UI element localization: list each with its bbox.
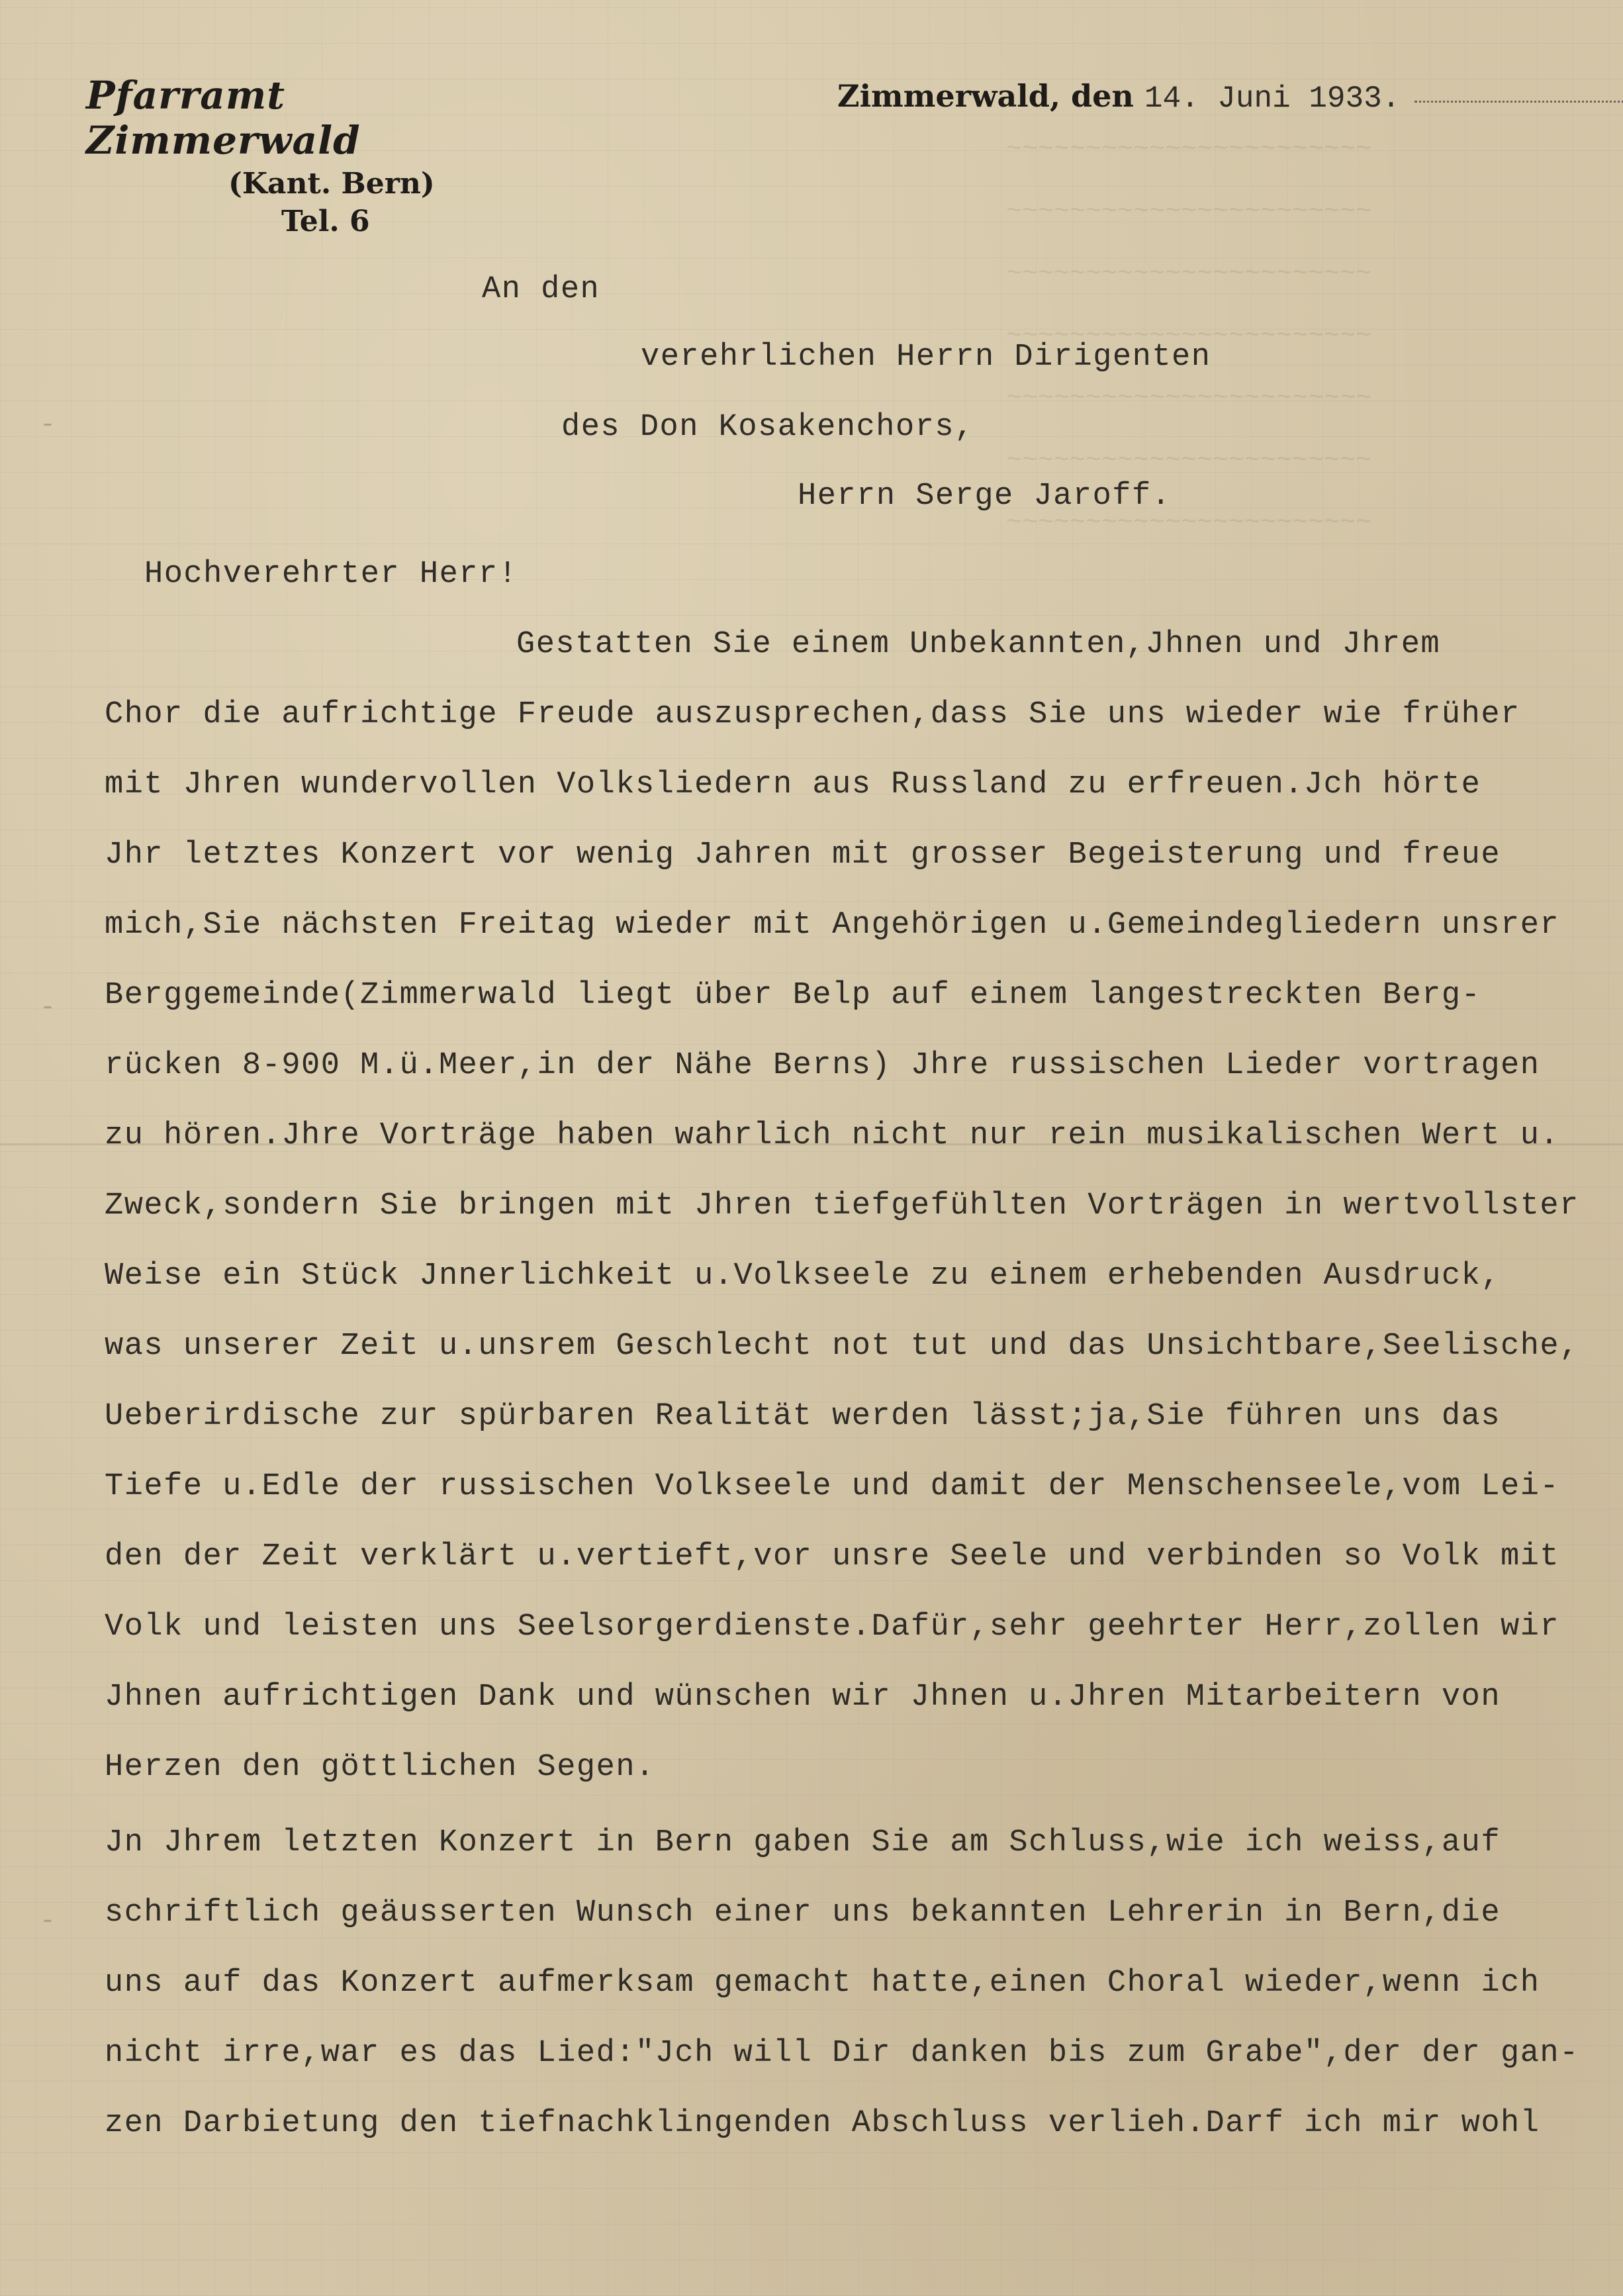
dateline	[837, 78, 1623, 116]
margin-hole-punch-mark: -	[40, 993, 56, 1023]
bleed-through-texture: ~~~~~~~~~~~~~~~~~~~~~~~ ~~~~~~~~~~~~~~~~~~~~~~~ ~~~~~~~~~~~~~~~~~~~~~~~ ~~~~~~~~~~~~~~~~~~~~~~~ ~~~~~~~~~~~~~~~~~~~~~~~ ~~~~~~~~~~~~~~~~~~~~~~~ ~~~~~~~~~~~~~~~~~~~~~~~	[1006, 135, 1372, 538]
body-line: Jn Jhrem letzten Konzert in Bern gaben Sie am Schluss,wie ich weiss,auf	[105, 1825, 1501, 1860]
body-line: Ueberirdische zur spürbaren Realität werden lässt;ja,Sie führen uns das	[105, 1399, 1501, 1434]
margin-hole-punch-mark: -	[40, 410, 56, 440]
letterhead-org: Pfarramt Zimmerwald	[86, 73, 361, 163]
body-line: mit Jhren wundervollen Volksliedern aus Russland zu erfreuen.Jch hörte	[105, 767, 1481, 802]
address-line: verehrlichen Herrn Dirigenten	[641, 340, 1211, 375]
body-line: zen Darbietung den tiefnachklingenden Abschluss verlieh.Darf ich mir wohl	[105, 2106, 1540, 2141]
address-line: des Don Kosakenchors,	[561, 410, 974, 445]
body-line: uns auf das Konzert aufmerksam gemacht hatte,einen Choral wieder,wenn ich	[105, 1966, 1540, 2001]
body-line: Jhr letztes Konzert vor wenig Jahren mit grosser Begeisterung und freue	[105, 837, 1501, 873]
body-line: Volk und leisten uns Seelsorgerdienste.Dafür,sehr geehrter Herr,zollen wir	[105, 1609, 1560, 1645]
address-line: An den	[482, 272, 600, 307]
body-line: den der Zeit verklärt u.vertieft,vor unsre Seele und verbinden so Volk mit	[105, 1539, 1560, 1574]
body-line: Gestatten Sie einem Unbekannten,Jhnen und Jhrem	[516, 627, 1441, 662]
body-line: Jhnen aufrichtigen Dank und wünschen wir Jhnen u.Jhren Mitarbeitern von	[105, 1680, 1501, 1715]
body-line: Chor die aufrichtige Freude auszusprechen,dass Sie uns wieder wie früher	[105, 697, 1520, 732]
body-line: Tiefe u.Edle der russischen Volkseele und damit der Menschenseele,vom Lei-	[105, 1469, 1560, 1504]
body-line: schriftlich geäusserten Wunsch einer uns bekannten Lehrerin in Bern,die	[105, 1895, 1501, 1931]
salutation: Hochverehrter Herr!	[144, 557, 518, 592]
body-line: nicht irre,war es das Lied:"Jch will Dir danken bis zum Grabe",der der gan-	[105, 2036, 1579, 2071]
body-line: rücken 8-900 M.ü.Meer,in der Nähe Berns) Jhre russischen Lieder vortragen	[105, 1048, 1540, 1083]
body-line: Zweck,sondern Sie bringen mit Jhren tiefgefühlten Vorträgen in wertvollster	[105, 1188, 1579, 1223]
dotted-rule	[1414, 101, 1623, 103]
letterhead-phone: Tel. 6	[281, 205, 370, 238]
address-line: Herrn Serge Jaroff.	[798, 479, 1172, 514]
margin-hole-punch-mark: -	[40, 1907, 56, 1937]
body-line: was unserer Zeit u.unsrem Geschlecht not tut und das Unsichtbare,Seelische,	[105, 1329, 1579, 1364]
letterhead-canton: (Kant. Bern)	[228, 167, 435, 201]
body-line: mich,Sie nächsten Freitag wieder mit Angehörigen u.Gemeindegliedern unsrer	[105, 908, 1560, 943]
body-line: Berggemeinde(Zimmerwald liegt über Belp auf einem langestreckten Berg-	[105, 978, 1481, 1013]
body-line: Weise ein Stück Jnnerlichkeit u.Volkseele zu einem erhebenden Ausdruck,	[105, 1259, 1501, 1294]
letterhead	[86, 73, 457, 238]
body-line: Herzen den göttlichen Segen.	[105, 1750, 655, 1785]
date-value: 14. Juni 1933.	[1144, 81, 1401, 116]
date-place: Zimmerwald, den	[837, 78, 1134, 114]
body-line: zu hören.Jhre Vorträge haben wahrlich nicht nur rein musikalischen Wert u.	[105, 1118, 1560, 1153]
